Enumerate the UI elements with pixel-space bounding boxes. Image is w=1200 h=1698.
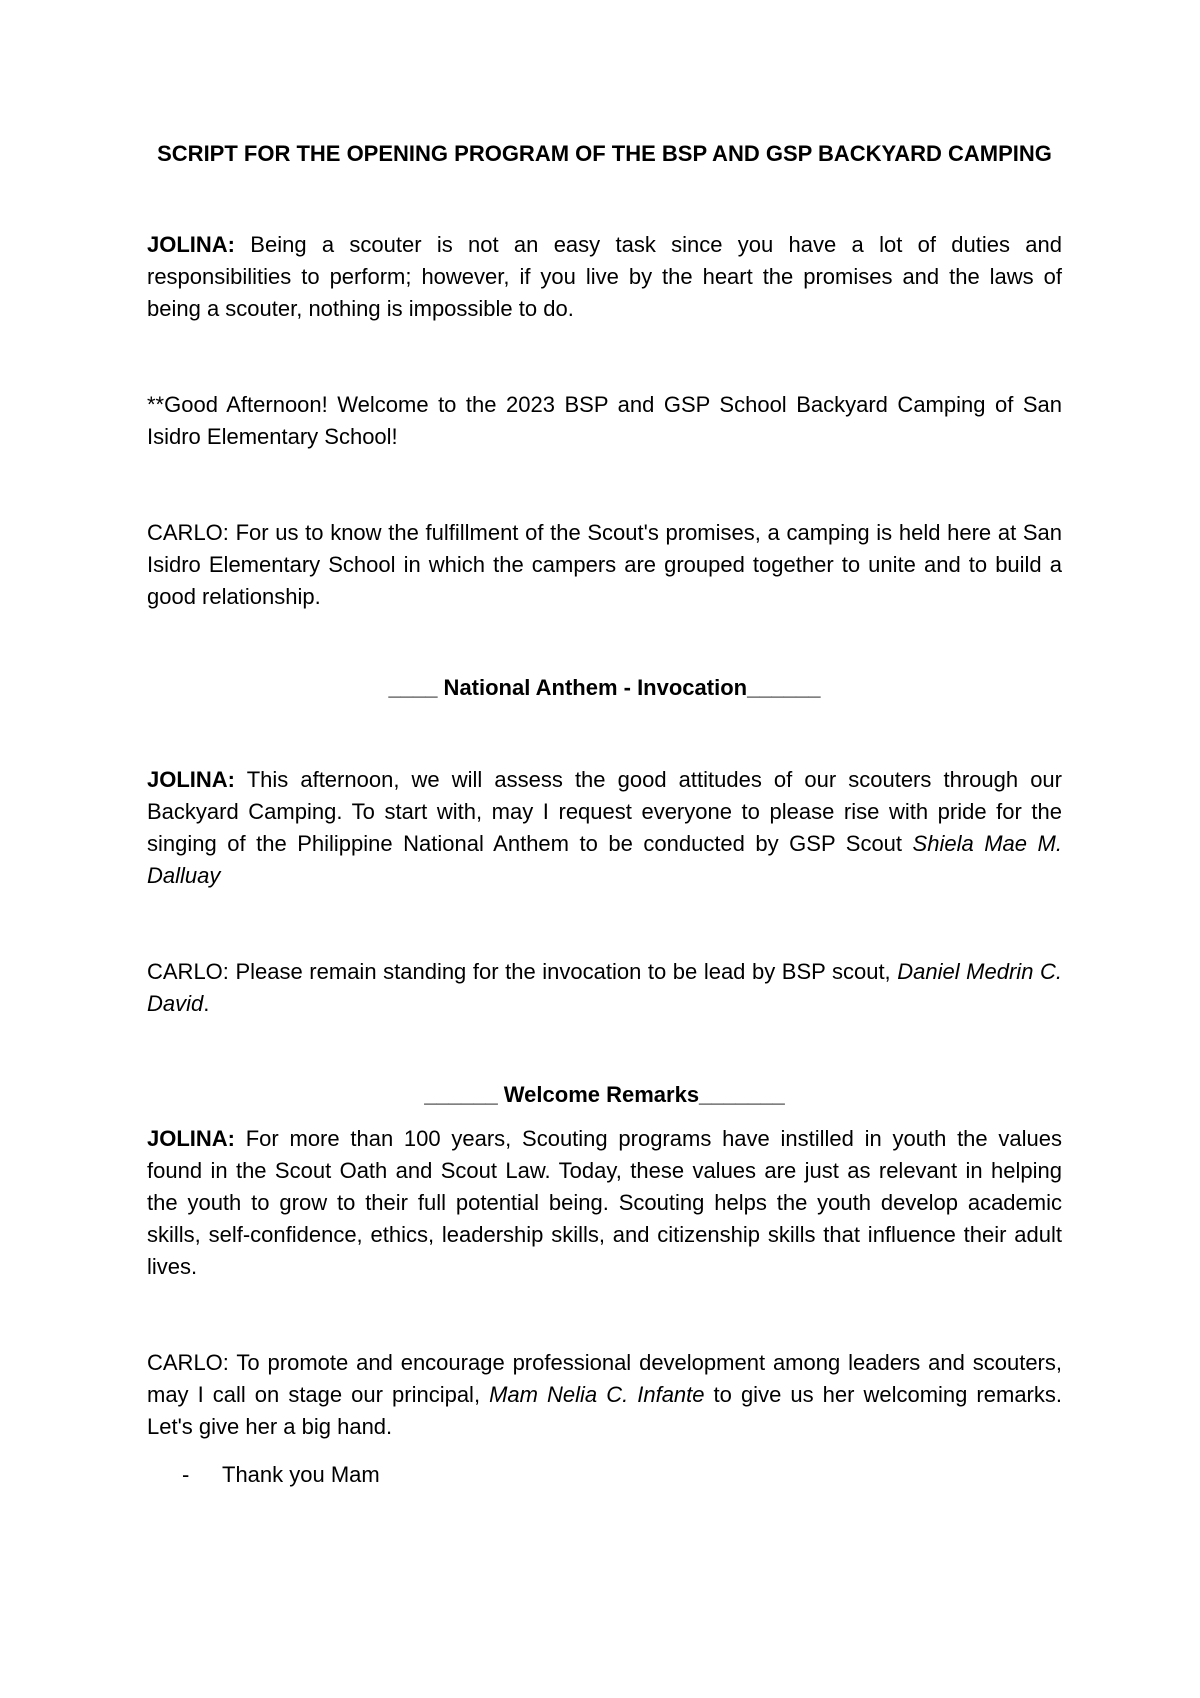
bullet-text: Thank you Mam	[222, 1462, 380, 1487]
paragraph-carlo-camping	[147, 517, 1062, 613]
paragraph-end: .	[203, 991, 210, 1016]
document-page	[147, 138, 1062, 1491]
section-heading-welcome: ______ Welcome Remarks_______	[424, 1082, 785, 1107]
paragraph-text: This afternoon, we will assess the good attitudes of our scouters through our Backyard Camping. To start with, may I request everyone to please rise with pride for the singing of the Philippine National Anthem to be conducted by GSP Scout	[147, 767, 1062, 856]
paragraph-text: CARLO: Please remain standing for the invocation to be lead by BSP scout,	[147, 959, 898, 984]
paragraph-carlo-principal	[147, 1347, 1062, 1443]
person-name: Daniel Medrin C. David	[147, 959, 1062, 1016]
paragraph-text: **Good Afternoon! Welcome to the 2023 BSP and GSP School Backyard Camping of San Isidro Elementary School!	[147, 392, 1062, 449]
section-heading-anthem: ____ National Anthem - Invocation______	[388, 675, 821, 700]
bullet-dash: -	[182, 1462, 190, 1487]
person-name: Mam Nelia C. Infante	[489, 1382, 705, 1407]
paragraph-welcome	[147, 389, 1062, 453]
paragraph-text: Being a scouter is not an easy task since you have a lot of duties and responsibilities to perform; however, if you live by the heart the promises and the laws of being a scouter, nothing is impossible to do.	[147, 232, 1062, 321]
speaker-label: JOLINA:	[147, 767, 235, 792]
bullet-item	[147, 1459, 1062, 1491]
speaker-label: JOLINA:	[147, 1126, 235, 1151]
paragraph-text: CARLO: To promote and encourage professional development among leaders and scouters, may I call on stage our principal,	[147, 1350, 1062, 1407]
paragraph-jolina-scouting	[147, 1123, 1062, 1283]
paragraph-text: CARLO: For us to know the fulfillment of the Scout's promises, a camping is held here at San Isidro Elementary School in which the campers are grouped together to unite and to build a good relationship.	[147, 520, 1062, 609]
person-name: Shiela Mae M. Dalluay	[147, 831, 1062, 888]
paragraph-text: For more than 100 years, Scouting programs have instilled in youth the values found in the Scout Oath and Scout Law. Today, these values are just as relevant in helping the youth to grow to their full potential being. Scouting helps the youth develop academic skills, self-confidence, ethics, leadership skills, and citizenship skills that influence their adult lives.	[147, 1126, 1062, 1279]
paragraph-jolina-intro	[147, 229, 1062, 325]
paragraph-jolina-anthem	[147, 764, 1062, 892]
speaker-label: JOLINA:	[147, 232, 235, 257]
document-title: SCRIPT FOR THE OPENING PROGRAM OF THE BSP AND GSP BACKYARD CAMPING	[157, 141, 1052, 166]
paragraph-end: to give us her welcoming remarks. Let's give her a big hand.	[147, 1382, 1062, 1439]
paragraph-carlo-invocation	[147, 956, 1062, 1020]
